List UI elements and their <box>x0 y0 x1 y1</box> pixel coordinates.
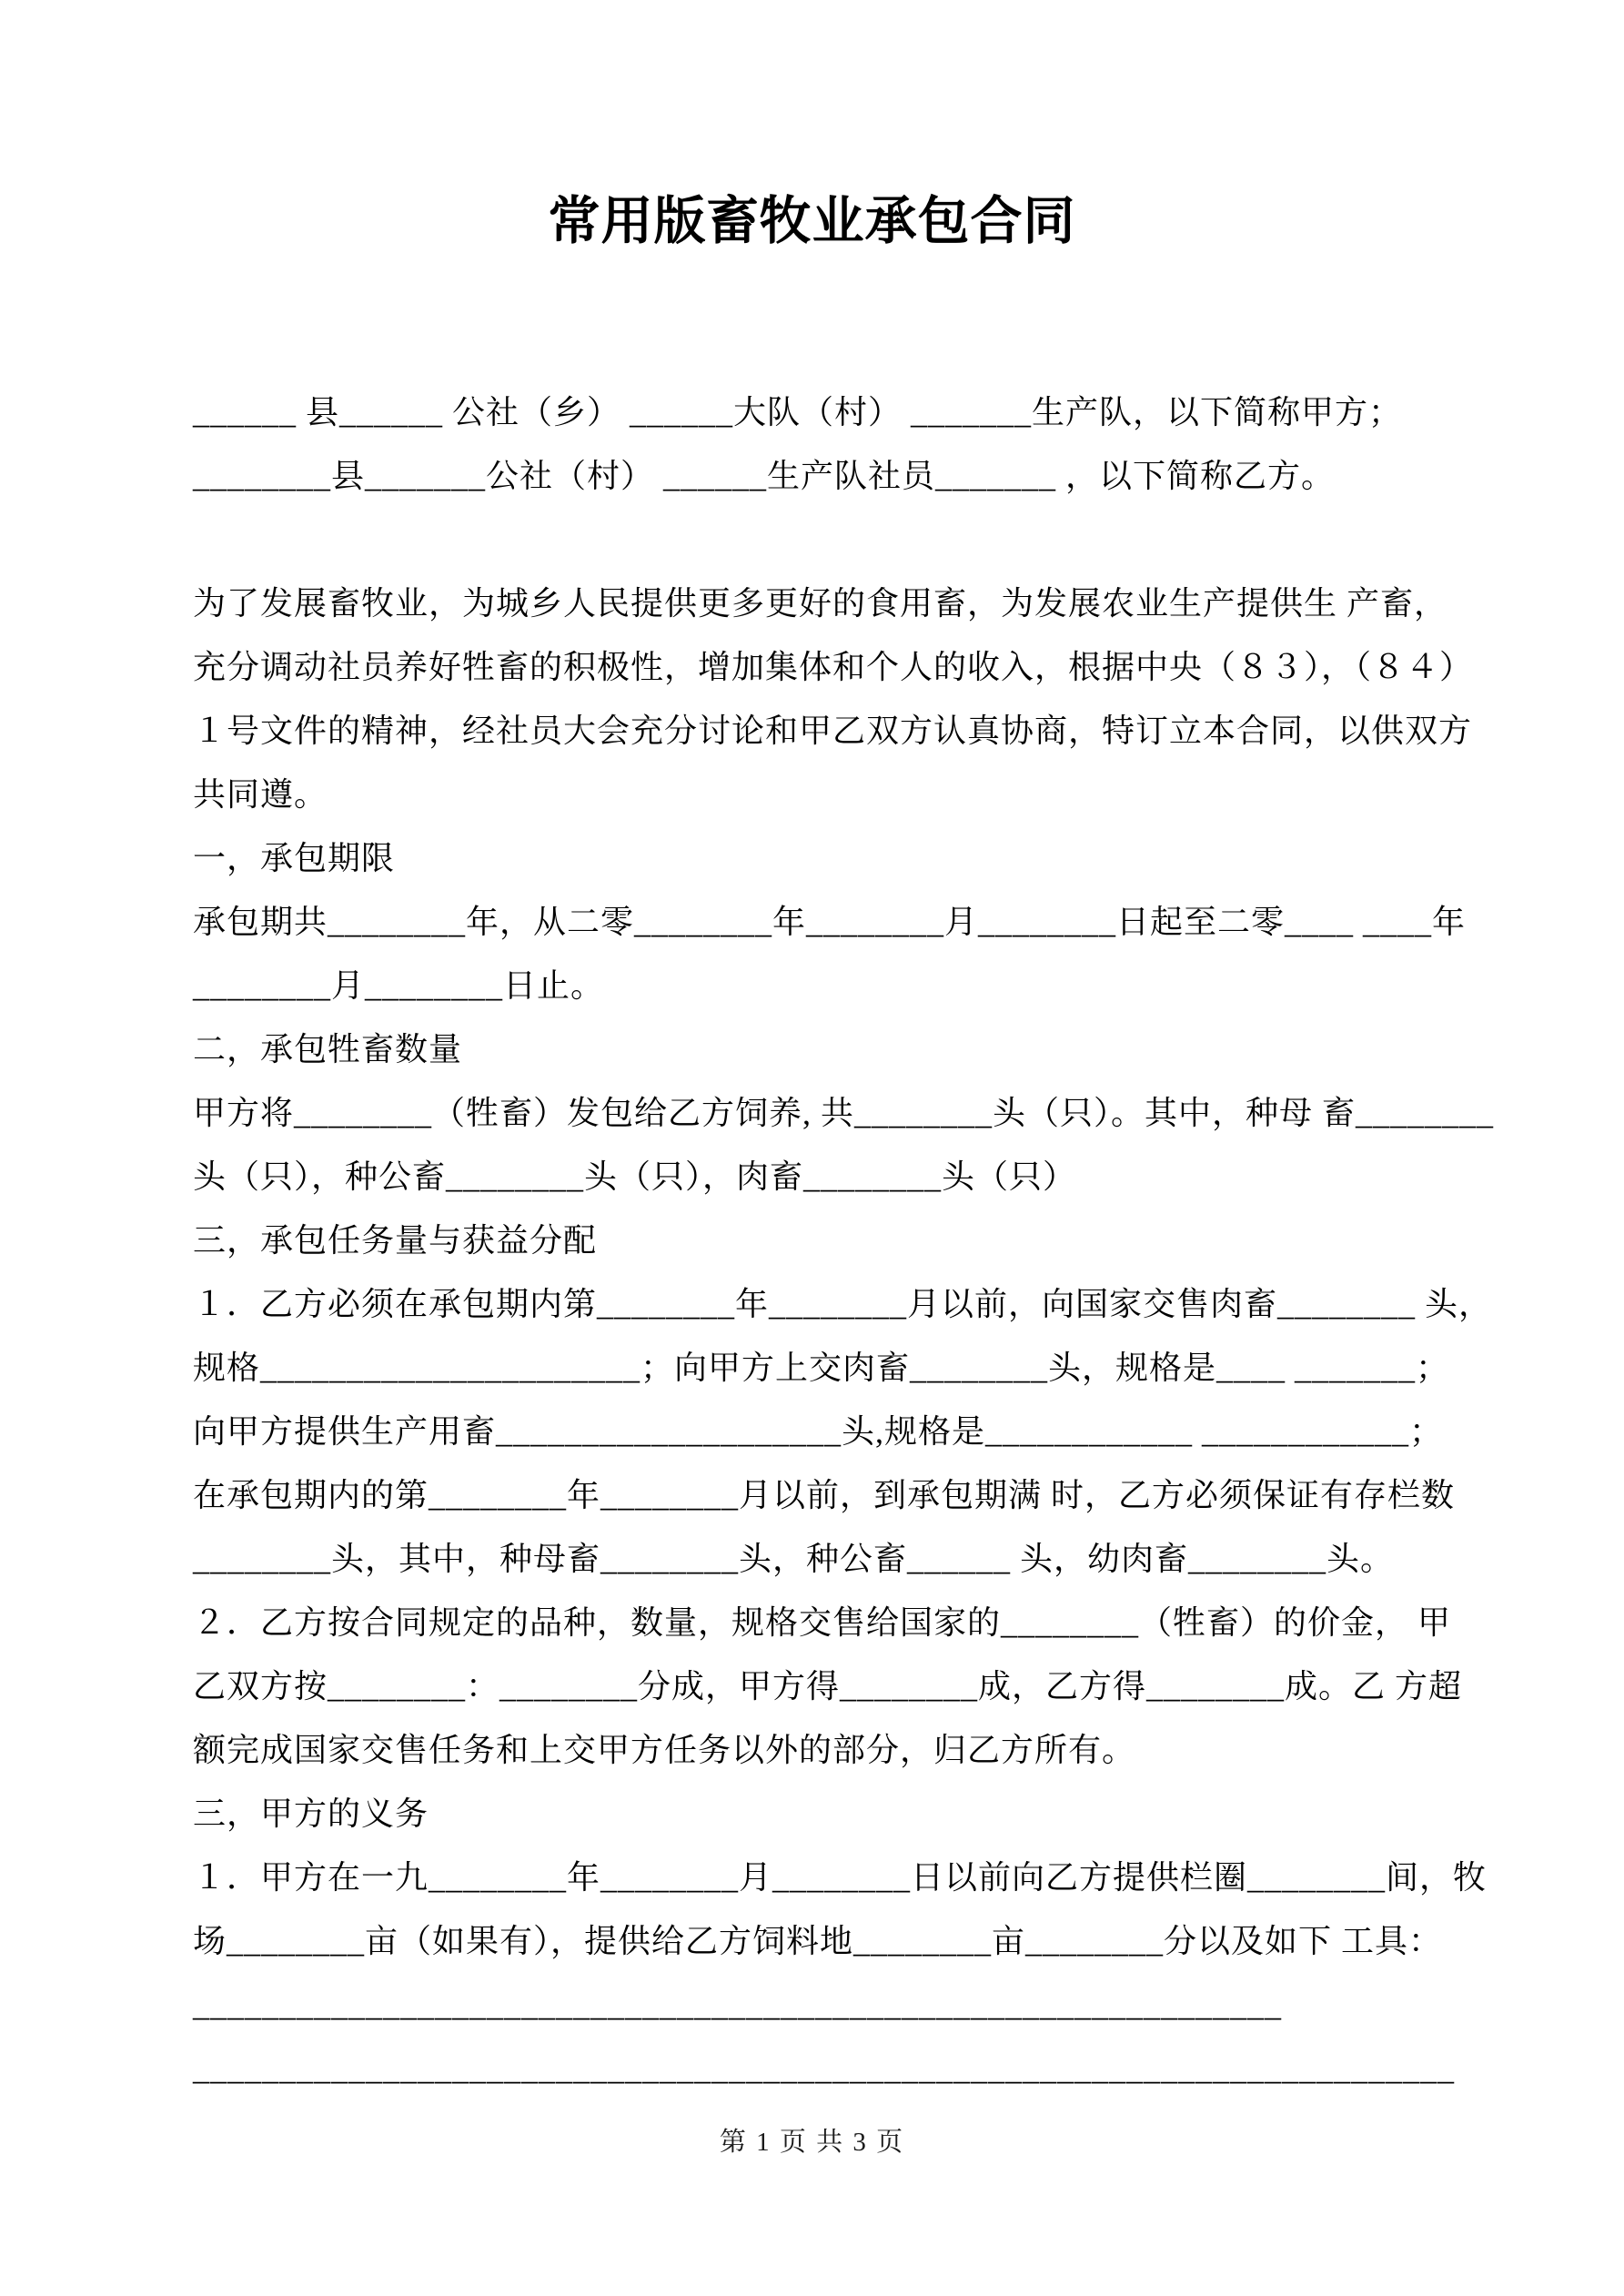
preamble-line-2: 充分调动社员养好牲畜的积极性，增加集体和个人的收入，根据中央（８３），（８４） <box>193 649 1474 685</box>
livestock-quantity-line-1: 甲方将________（牲畜）发包给乙方饲养, 共________头（只）。其中，种母 畜________ <box>193 1095 1495 1131</box>
blank-line <box>193 508 1588 571</box>
task-clause-1-line-2: 规格______________________；向甲方上交肉畜________头，规格是____ _______； <box>193 1350 1450 1386</box>
task-clause-1-line-5: ________头，其中，种母畜________头，种公畜______ 头，幼肉畜________头。 <box>193 1541 1395 1577</box>
livestock-quantity-line-2: 头（只），种公畜________头（只），肉畜________头（只） <box>193 1158 1077 1195</box>
obligation-clause-1-line-2: 场________亩（如果有），提供给乙方饲料地________亩________分以及如下 工具： <box>193 1923 1443 1959</box>
party-b-line: ________县_______公社（村） ______生产队社员_______ ，以下简称乙方。 <box>193 458 1336 494</box>
task-clause-2-line-2: 乙双方按________：________分成，甲方得________成，乙方得________成。乙 方超 <box>193 1668 1463 1704</box>
contract-term-line-2: ________月________日止。 <box>193 967 605 1004</box>
task-clause-1-line-4: 在承包期内的第________年________月以前，到承包期满 时，乙方必须保证有存栏数 <box>193 1477 1456 1513</box>
section-3-heading: 三，承包任务量与获益分配 <box>193 1222 598 1259</box>
document-title: 常用版畜牧业承包合同 <box>548 193 1076 250</box>
section-obligations-heading: 三，甲方的义务 <box>193 1795 429 1832</box>
preamble-line-4: 共同遵。 <box>193 776 328 813</box>
task-clause-2-line-1: ２．乙方按合同规定的品种，数量，规格交售给国家的________（牲畜）的价金， 甲 <box>193 1604 1452 1641</box>
document-body <box>0 380 1624 2100</box>
section-2-heading: 二，承包牲畜数量 <box>193 1031 463 1067</box>
preamble-line-1: 为了发展畜牧业，为城乡人民提供更多更好的食用畜，为发展农业生产提供生 产畜， <box>193 585 1448 622</box>
obligation-clause-1-line-1: １．甲方在一九________年________月________日以前向乙方提供栏圈________间，牧 <box>193 1859 1488 1896</box>
contract-term-line-1: 承包期共________年，从二零________年________月________日起至二零____ ____年 <box>193 904 1467 940</box>
task-clause-1-line-1: １．乙方必须在承包期内第________年________月以前，向国家交售肉畜________ 头， <box>193 1286 1493 1322</box>
party-a-line: ______ 县______ 公社（乡） ______大队（村） _______生产队，以下简称甲方； <box>193 394 1403 430</box>
page-number-footer: 第 1 页 共 3 页 <box>719 2128 905 2157</box>
fill-in-blank-line-1: _______________________________________________________________ <box>193 1987 1282 2023</box>
task-clause-1-line-3: 向甲方提供生产用畜____________________头,规格是____________ ____________； <box>193 1413 1444 1450</box>
preamble-line-3: １号文件的精神，经社员大会充分讨论和甲乙双方认真协商，特订立本合同，以供双方 <box>193 713 1473 749</box>
fill-in-blank-line-2: _________________________________________________________________________ <box>193 2050 1455 2087</box>
section-1-heading: 一，承包期限 <box>193 840 396 876</box>
task-clause-2-line-3: 额完成国家交售任务和上交甲方任务以外的部分，归乙方所有。 <box>193 1732 1136 1768</box>
